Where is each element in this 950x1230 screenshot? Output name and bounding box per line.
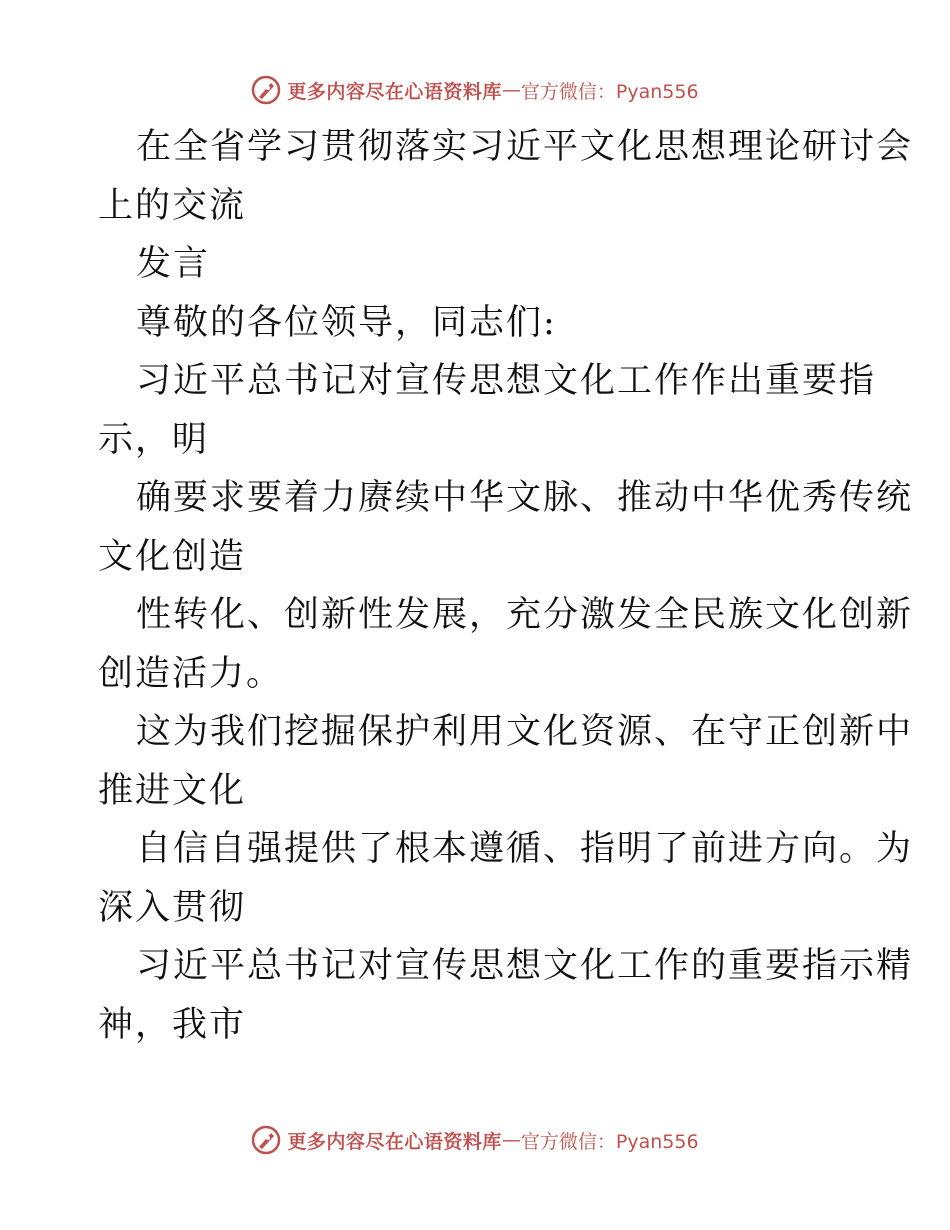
watermark-brand: 更多内容尽在心语资料库 xyxy=(287,80,502,103)
watermark-wechat: 官方微信：Pyan556 xyxy=(520,80,699,103)
watermark-header xyxy=(0,70,950,110)
paragraph-line: 创造活力。 xyxy=(98,653,284,694)
paragraph-line: 神，我市 xyxy=(98,1004,247,1045)
title-line-3: 发言 xyxy=(136,244,211,284)
watermark-dash: — xyxy=(501,1129,521,1151)
paragraph-line: 自信自强提供了根本遵循、指明了前进方向。为 xyxy=(136,829,914,869)
watermark-wechat: 官方微信：Pyan556 xyxy=(520,1130,699,1153)
paragraph-line: 深入贯彻 xyxy=(98,887,247,928)
paragraph-line: 性转化、创新性发展，充分激发全民族文化创新 xyxy=(136,595,914,635)
paragraph-line: 示，明 xyxy=(98,419,210,460)
paragraph-line: 文化创造 xyxy=(98,536,247,577)
title-line-2: 上的交流 xyxy=(98,185,247,226)
salutation: 尊敬的各位领导，同志们: xyxy=(136,302,557,343)
paragraph-line: 这为我们挖掘保护利用文化资源、在守正创新中 xyxy=(136,712,914,752)
watermark-brand: 更多内容尽在心语资料库 xyxy=(287,1130,502,1153)
pen-logo-icon xyxy=(251,75,281,105)
paragraph-line: 习近平总书记对宣传思想文化工作作出重要指 xyxy=(136,361,877,401)
watermark-dash: — xyxy=(501,79,521,101)
paragraph-line: 确要求要着力赓续中华文脉、推动中华优秀传统 xyxy=(136,478,914,518)
paragraph-line: 习近平总书记对宣传思想文化工作的重要指示精 xyxy=(136,946,914,986)
title-line-1: 在全省学习贯彻落实习近平文化思想理论研讨会 xyxy=(136,127,914,167)
paragraph-line: 推进文化 xyxy=(98,770,247,811)
document-body xyxy=(98,118,914,1054)
watermark-footer xyxy=(0,1120,950,1160)
pen-logo-icon xyxy=(251,1125,281,1155)
